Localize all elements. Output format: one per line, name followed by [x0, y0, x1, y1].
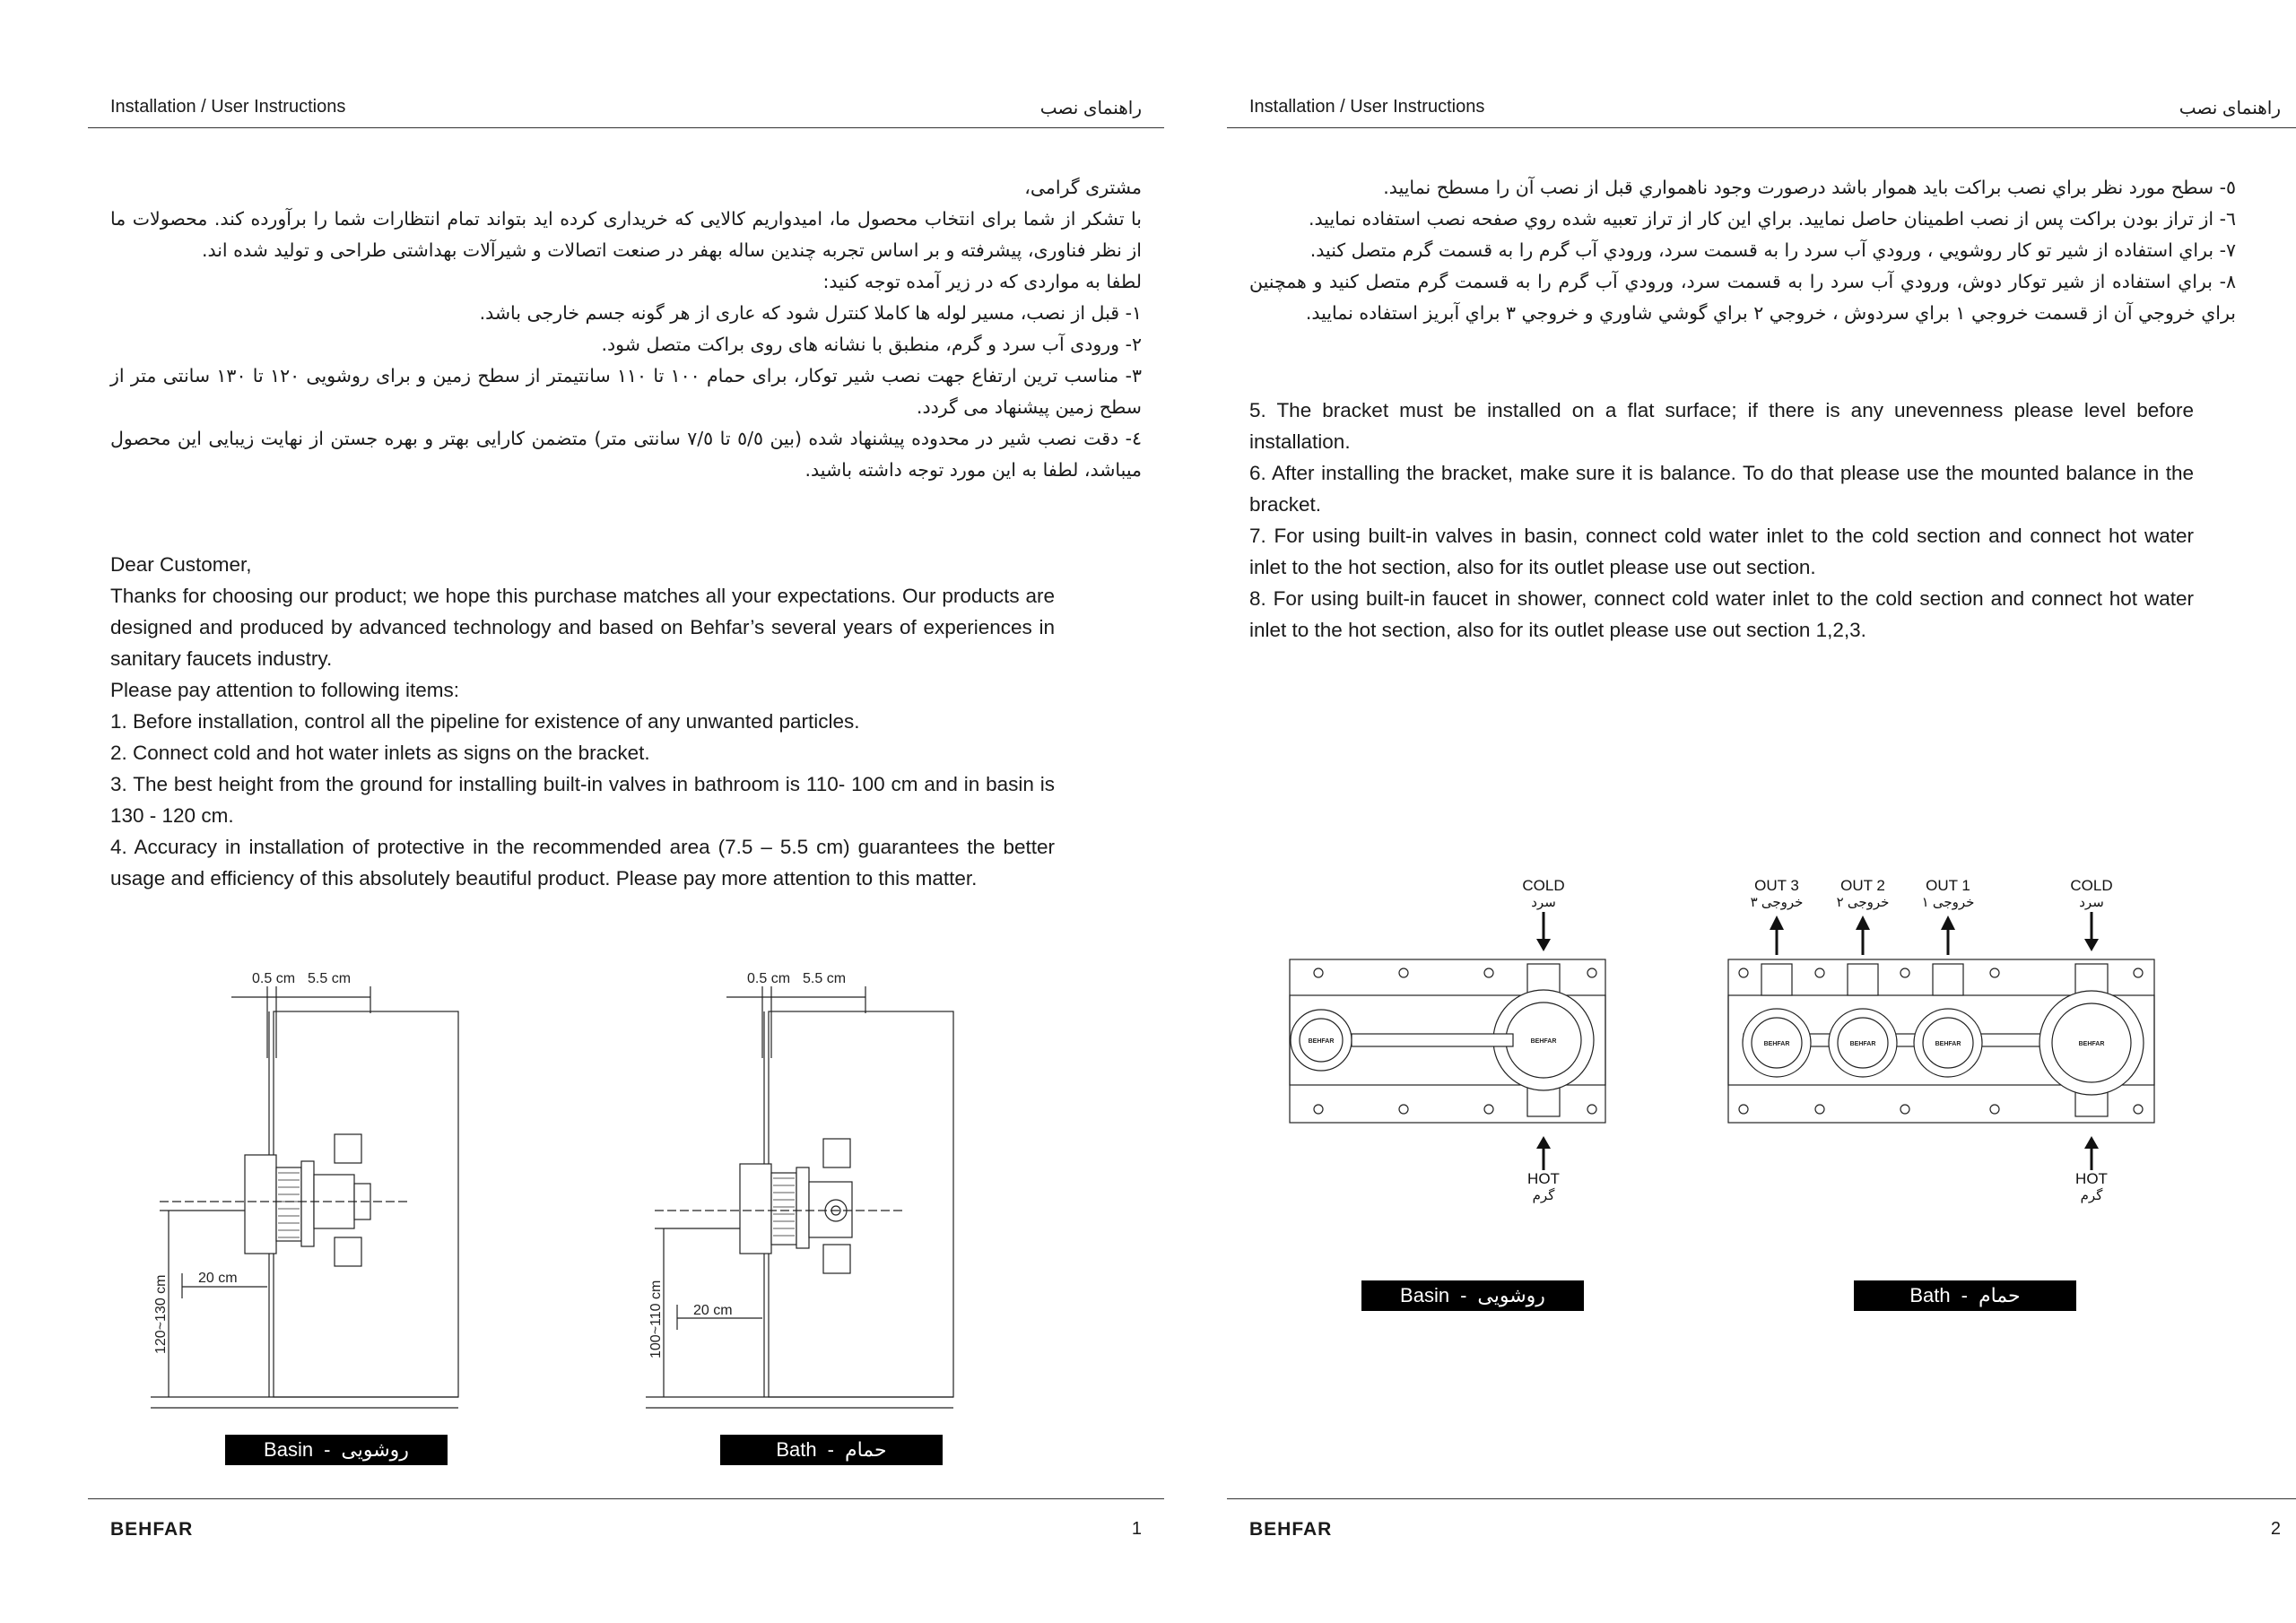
header-title-fa: راهنمای نصب [1039, 99, 1142, 118]
en-item-8: 8. For using built-in faucet in shower, connect cold water inlet to the cold section and connect hot water inlet to the hot section, also for its outlet please use out section 1,2,3. [1249, 587, 2194, 641]
caption-en: Bath [776, 1438, 817, 1461]
fa-item-5: ٥- سطح مورد نظر براي نصب براكت بايد هموار باشد درصورت وجود ناهمواري قبل از نصب آن را مسطح نماييد. [1383, 177, 2236, 198]
persian-instructions [110, 172, 1142, 486]
bath-dim-height: 100~110 cm [648, 1280, 664, 1358]
basin-installation-diagram [142, 959, 536, 1426]
fa-item-1: ۱- قبل از نصب، مسیر لوله ها کاملا کنترل شود که عاری از هر گونه جسم خارجی باشد. [479, 302, 1142, 324]
caption-fa: روشویی [1477, 1284, 1545, 1306]
out3-label-fa: خروجی ۳ [1750, 895, 1804, 910]
basin-bracket-caption [1361, 1280, 1584, 1311]
bath-dim-b: 5.5 cm [803, 971, 847, 986]
caption-fa: حمام [1978, 1284, 2021, 1306]
bath-bracket-caption [1854, 1280, 2076, 1311]
fa-item-3: ۳- مناسب ترین ارتفاع جهت نصب شیر توکار، برای حمام ۱۰۰ تا ۱۱۰ سانتیمتر از سطح زمین و برای روشویی ۱۲۰ تا ۱۳۰ سانتی متر از سطح زمین پیشنهاد می گردد. [110, 365, 1143, 418]
out1-label: OUT 1 [1926, 877, 1970, 894]
page-footer [110, 1519, 1142, 1546]
page-header [1227, 97, 2296, 129]
footer-rule [88, 1498, 1164, 1499]
fa-item-6: ٦- از تراز بودن براكت پس از نصب اطمينان حاصل نماييد. براي اين كار از تراز تعبيه شده روي صفحه نصب استفاده نماييد. [1309, 208, 2236, 230]
basin-cold-label: COLD [1522, 877, 1565, 894]
header-title-en: Installation / User Instructions [1249, 97, 1485, 117]
basin-dim-a: 0.5 cm [252, 971, 296, 986]
footer-rule [1227, 1498, 2296, 1499]
out2-label-fa: خروجی ۲ [1836, 895, 1890, 910]
fa-attention: لطفا به مواردی که در زیر آمده توجه کنید: [822, 271, 1142, 292]
bath-hot-label-fa: گرم [2080, 1188, 2103, 1203]
bath-cold-label-fa: سرد [2079, 895, 2104, 910]
en-item-5: 5. The bracket must be installed on a flat surface; if there is any unevenness please level before installation. [1249, 399, 2194, 453]
page-number: 2 [2270, 1519, 2281, 1539]
english-instructions [110, 549, 1055, 894]
valve-brand-mark: BEHFAR [2078, 1041, 2105, 1047]
caption-en: Basin [264, 1438, 314, 1461]
header-title-fa: راهنمای نصب [2179, 99, 2281, 118]
header-title-en: Installation / User Instructions [110, 97, 346, 117]
basin-diagram-caption [225, 1435, 448, 1465]
persian-instructions [1249, 172, 2236, 329]
behfar-logo: BEHFAR [1249, 1519, 1333, 1540]
header-rule [88, 127, 1164, 128]
en-item-6: 6. After installing the bracket, make sure it is balance. To do that please use the mounted balance in the bracket. [1249, 462, 2194, 516]
page-number: 1 [1131, 1519, 1142, 1539]
caption-sep: - [324, 1438, 331, 1461]
basin-dim-depth: 20 cm [198, 1271, 238, 1286]
basin-dim-b: 5.5 cm [308, 971, 352, 986]
valve-brand-mark: BEHFAR [1935, 1041, 1961, 1047]
caption-sep: - [827, 1438, 834, 1461]
valve-brand-mark: BEHFAR [1308, 1038, 1335, 1045]
caption-fa: روشویی [341, 1438, 409, 1461]
header-rule [1227, 127, 2296, 128]
en-greeting: Dear Customer, [110, 553, 252, 576]
page-header [88, 97, 1164, 129]
out3-label: OUT 3 [1754, 877, 1799, 894]
behfar-logo: BEHFAR [110, 1519, 194, 1540]
basin-cold-label-fa: سرد [1531, 895, 1556, 910]
en-item-3: 3. The best height from the ground for installing built-in valves in bathroom is 110- 100 cm and in basin is 130 - 120 cm. [110, 773, 1055, 827]
basin-dim-height: 120~130 cm [153, 1274, 169, 1354]
bath-hot-label: HOT [2075, 1170, 2108, 1187]
valve-brand-mark: BEHFAR [1763, 1041, 1790, 1047]
bath-bracket-diagram [1726, 874, 2156, 1215]
caption-sep: - [1460, 1284, 1467, 1306]
english-instructions [1249, 395, 2194, 646]
fa-item-8: ۸- براي استفاده از شير توكار دوش، ورودي آب سرد را به قسمت سرد، ورودي آب گرم را به قسمت گرم متصل كنيد و همچنين براي خروجي آن از قسمت خروجي ۱ براي سردوش ، خروجي ۲ براي گوشي شاوري و خروجي ۳ براي آبريز استفاده نماييد. [1249, 271, 2236, 324]
en-item-2: 2. Connect cold and hot water inlets as signs on the bracket. [110, 742, 650, 764]
en-item-7: 7. For using built-in valves in basin, connect cold water inlet to the cold section and connect hot water inlet to the hot section, also for its outlet please use out section. [1249, 525, 2194, 578]
basin-bracket-diagram [1287, 874, 1619, 1215]
basin-hot-label-fa: گرم [1532, 1188, 1555, 1203]
fa-item-2: ۲- ورودی آب سرد و گرم، منطبق با نشانه های روی براکت متصل شود. [601, 334, 1142, 355]
caption-en: Bath [1909, 1284, 1951, 1306]
en-intro: Thanks for choosing our product; we hope this purchase matches all your expectations. Our products are designed and produced by advanced technology and based on Behfar’s several years of experiences in sanitary faucets industry. [110, 585, 1055, 670]
valve-brand-mark: BEHFAR [1530, 1038, 1557, 1045]
caption-sep: - [1961, 1284, 1968, 1306]
en-item-4: 4. Accuracy in installation of protective in the recommended area (7.5 – 5.5 cm) guarantees the better usage and efficiency of this absolutely beautiful product. Please pay more attention to this matter. [110, 836, 1055, 890]
bath-cold-label: COLD [2070, 877, 2113, 894]
valve-brand-mark: BEHFAR [1849, 1041, 1876, 1047]
bath-dim-depth: 20 cm [693, 1303, 733, 1318]
en-item-1: 1. Before installation, control all the pipeline for existence of any unwanted particles. [110, 710, 860, 733]
en-attention: Please pay attention to following items: [110, 679, 459, 701]
fa-greeting: مشتری گرامی، [1024, 177, 1142, 198]
bath-installation-diagram [637, 959, 1031, 1426]
bath-dim-a: 0.5 cm [747, 971, 791, 986]
bath-diagram-caption [720, 1435, 943, 1465]
fa-item-7: ۷- براي استفاده از شير تو كار روشويي ، ورودي آب سرد را به قسمت سرد، ورودي آب گرم را به قسمت گرم متصل كنيد. [1309, 239, 2236, 261]
page-footer [1249, 1519, 2281, 1546]
page-2 [1227, 0, 2296, 1623]
caption-en: Basin [1400, 1284, 1450, 1306]
page-1 [88, 0, 1164, 1623]
caption-fa: حمام [844, 1438, 887, 1461]
fa-intro: با تشکر از شما برای انتخاب محصول ما، امیدواریم کالایی که خریداری کرده اید بتواند تمام انتظارات شما را برآورده کند. محصولات ما از نظر فناوری، پیشرفته و بر اساس تجربه چندین ساله بهفر در صنعت اتصالات و شیرآلات بهداشتی طراحی و تولید شده اند. [110, 208, 1142, 261]
out1-label-fa: خروجی ۱ [1921, 895, 1975, 910]
fa-item-4: ٤- دقت نصب شیر در محدوده پیشنهاد شده (بین ٥/٥ تا ۷/٥ سانتی متر) متضمن کارایی بهتر و بهره جستن از نهایت زیبایی این محصول میباشد، لطفا به این مورد توجه داشته باشید. [110, 428, 1142, 481]
out2-label: OUT 2 [1840, 877, 1885, 894]
basin-hot-label: HOT [1527, 1170, 1560, 1187]
